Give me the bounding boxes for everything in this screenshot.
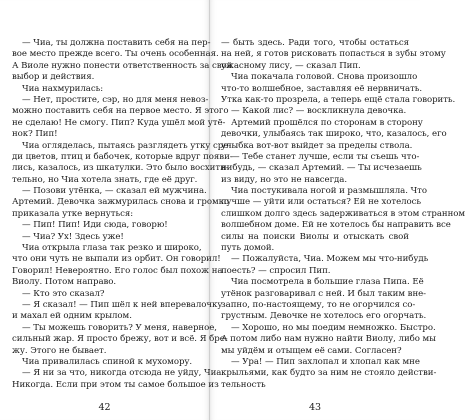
text-line: лись, казалось, из шкатулки. Это было восхити- bbox=[12, 163, 229, 174]
text-line: поесть? — спросил Пип. bbox=[221, 265, 331, 276]
right-page bbox=[210, 0, 465, 420]
text-line: лучше — уйти или остаться? Ей не хотелось bbox=[221, 197, 422, 208]
left-page-text bbox=[12, 38, 233, 391]
text-line: Артемий. Девочка зажмурилась снова и громко bbox=[12, 197, 230, 208]
text-line: — Хорошо, но мы поедим немножко. Быстро. bbox=[231, 322, 436, 333]
text-line: из виду, но это не навсегда. bbox=[221, 174, 348, 185]
text-line: на ней, я готов рисковать попасться в зубы этому bbox=[221, 49, 446, 60]
text-line: — Ура! — Пип захлопал и хлопал как мне bbox=[231, 356, 420, 367]
text-line: — Я сказал! — Пип шёл к ней вперевалочку bbox=[22, 299, 223, 310]
text-line: волшебном доме. Ей не хотелось бы направить все bbox=[221, 220, 451, 231]
text-line: А Виоле нужно понести ответственность за свой bbox=[12, 60, 233, 71]
text-line: вое место прежде всего. Ты очень особенная. bbox=[12, 49, 219, 60]
text-line: можно поставить себя на первое место. Я этого bbox=[12, 106, 229, 117]
text-line: — Чиа, ты должна поставить себя на пер- bbox=[22, 38, 211, 48]
text-line: — Какой лис? — воскликнула девочка. bbox=[231, 106, 407, 117]
text-line: — Я ни за что, никогда отсюда не уйду, Чиа. bbox=[22, 368, 225, 379]
left-page-number: 42 bbox=[98, 402, 111, 413]
text-line: — Пип! Пип! Иди сюда, говорю! bbox=[22, 220, 168, 231]
text-line: Чиа огляделась, пытаясь разглядеть утку сре- bbox=[22, 140, 232, 151]
text-line: — Нет, простите, сэр, но для меня невоз- bbox=[22, 94, 209, 105]
text-line: Утка как-то прозрела, а теперь ещё стала говорить. bbox=[221, 94, 456, 105]
text-line: что-то волшебное, заставляя её нервничать. bbox=[221, 83, 423, 94]
text-line: выбор и действия. bbox=[12, 72, 95, 83]
text-line: и махал ей одним крылом. bbox=[12, 311, 132, 322]
text-line: Чиа покачала головой. Снова произошло bbox=[231, 72, 418, 83]
text-line: не сделаю! Не смогу. Пип? Куда ушёл мой утё- bbox=[12, 117, 226, 128]
text-line: — Тебе станет лучше, если ты съешь что- bbox=[231, 151, 420, 162]
text-line: мы уйдём и отыщем её сами. Согласен? bbox=[221, 345, 402, 356]
text-line: Чиа открыла глаза так резко и широко, bbox=[22, 243, 202, 254]
text-line: грустным. Девочке не хотелось его огорчать. bbox=[221, 311, 427, 322]
text-line: Говорил! Невероятно. Его голос был похож на bbox=[12, 265, 223, 276]
text-line: девочки, улыбаясь так широко, что, казалось, его bbox=[221, 129, 447, 140]
text-line: тельно, но Чиа хотела знать, где её друг. bbox=[12, 174, 198, 185]
text-line: нибудь, — сказал Артемий. — Ты исчезаешь bbox=[221, 163, 422, 174]
text-line: — Позови утёнка, — сказал ей мужчина. bbox=[22, 186, 207, 197]
text-line: Артемий прошёлся по сторонам в сторону bbox=[231, 117, 423, 128]
text-line: запно, по-настоящему, то не огорчился со- bbox=[221, 299, 416, 310]
text-line: тельность bbox=[221, 379, 266, 390]
text-line: А потом либо нам нужно найти Виолу, либо мы bbox=[221, 334, 436, 345]
text-line: силы на поиски Виолы и отыскать свой bbox=[221, 231, 409, 242]
text-line: нок? Пип! bbox=[12, 129, 58, 140]
text-line: — Кто это сказал? bbox=[22, 288, 105, 299]
right-page-text bbox=[221, 38, 465, 391]
text-line: Чиа привалилась спиной к мухомору. bbox=[22, 356, 193, 367]
text-line: жу. Этого не бывает. bbox=[12, 345, 107, 356]
text-line: утёнок разговаривал с ней. И был таким вне- bbox=[221, 288, 427, 299]
text-line: — Чиа? Ух! Здесь уже! bbox=[22, 231, 124, 242]
text-line: — Пожалуйста, Чиа. Можем мы что-нибудь bbox=[231, 254, 429, 265]
text-line: Чиа нахмурилась: bbox=[22, 83, 104, 94]
text-line: приказала утке вернуться: bbox=[12, 208, 134, 219]
text-line: улыбка вот-вот выйдет за пределы ствола. bbox=[221, 140, 413, 151]
text-line: Виолу. Потом направо. bbox=[12, 277, 117, 288]
right-page-number: 43 bbox=[308, 402, 322, 413]
text-line: Чиа постукивала ногой и размышляла. Что bbox=[231, 186, 427, 197]
text-line: Чиа посмотрела в большие глаза Пипа. Её bbox=[231, 277, 424, 288]
text-line: что они чуть не выпали из орбит. Он говорил! bbox=[12, 254, 221, 265]
text-line: ужасному лису, — сказал Пип. bbox=[221, 60, 361, 71]
text-line: крыльями, как будто за ним не стояло действи- bbox=[221, 368, 437, 379]
text-line: сильный жар. Я просто брежу, вот и всё. Я бре- bbox=[12, 334, 228, 345]
text-line: путь домой. bbox=[221, 243, 275, 254]
text-line: — Ты можешь говорить? У меня, наверное, bbox=[22, 322, 217, 333]
text-line: слишком долго здесь задерживаться в этом странном bbox=[221, 208, 465, 219]
text-line: ди цветов, птиц и бабочек, которые вдруг появи- bbox=[12, 151, 233, 162]
text-line: — быть здесь. Ради того, чтобы остаться bbox=[221, 38, 409, 48]
text-line: Никогда. Если при этом ты самое большое из bbox=[12, 379, 219, 390]
